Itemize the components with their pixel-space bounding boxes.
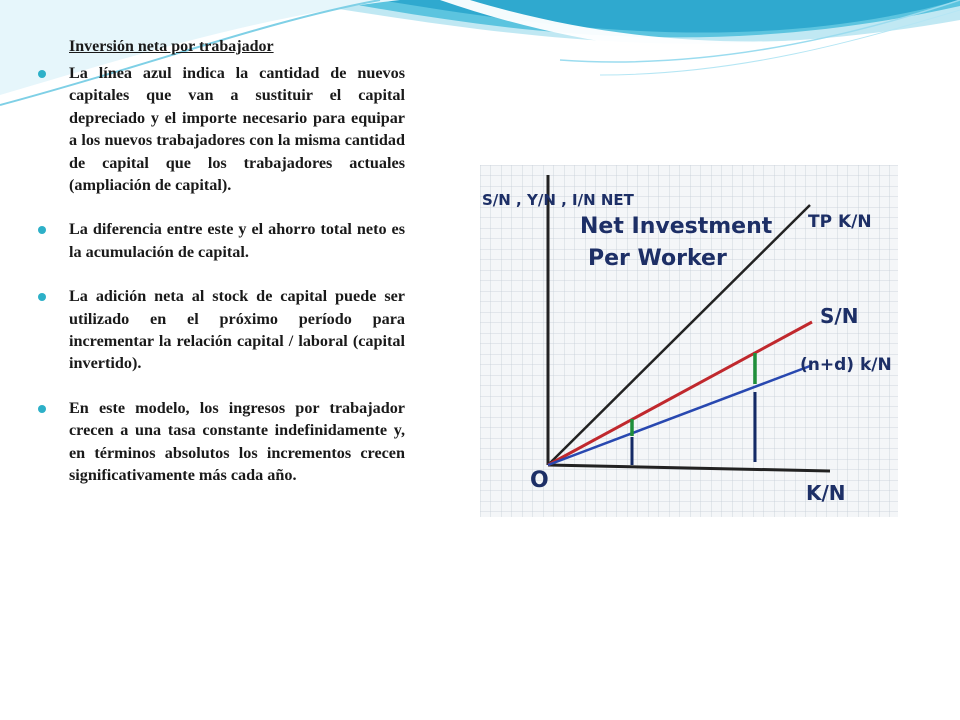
bullet-item — [38, 397, 405, 487]
bullet-list — [38, 62, 405, 509]
bullet-text: En este modelo, los ingresos por trabajador crecen a una tasa constante indefinidamente y, en términos absolutos los incrementos crecen significativamente más cada año. — [69, 398, 405, 485]
graph-title-line1: Net Investment — [580, 214, 773, 239]
red-line-label: S/N — [820, 304, 859, 328]
bullet-item — [38, 218, 405, 263]
bullet-item — [38, 62, 405, 196]
bullet-dot-icon — [38, 293, 46, 301]
bullet-item — [38, 285, 405, 375]
bullet-text: La adición neta al stock de capital puede ser utilizado en el próximo período para incrementar la relación capital / laboral (capital invertido). — [69, 287, 405, 373]
slide-title: Inversión neta por trabajador — [69, 38, 274, 55]
origin-label: O — [530, 468, 549, 493]
y-axis-label: S/N , Y/N , I/N NET — [482, 191, 634, 209]
bullet-text: La diferencia entre este y el ahorro total neto es la acumulación de capital. — [69, 220, 405, 261]
net-investment-graph — [480, 165, 898, 517]
bullet-dot-icon — [38, 226, 46, 234]
graph-title-line2: Per Worker — [588, 246, 727, 271]
black-line-label: TP K/N — [808, 212, 872, 232]
bullet-dot-icon — [38, 405, 46, 413]
x-axis-label: K/N — [806, 481, 846, 505]
blue-line-label: (n+d) k/N — [800, 355, 892, 375]
bullet-text: La línea azul indica la cantidad de nuevos capitales que van a sustituir el capital depreciado y el importe necesario para equipar a los nuevos trabajadores con la misma cantidad de capital que los trabajadores actuales (ampliación de capital). — [69, 64, 405, 195]
bullet-dot-icon — [38, 70, 46, 78]
